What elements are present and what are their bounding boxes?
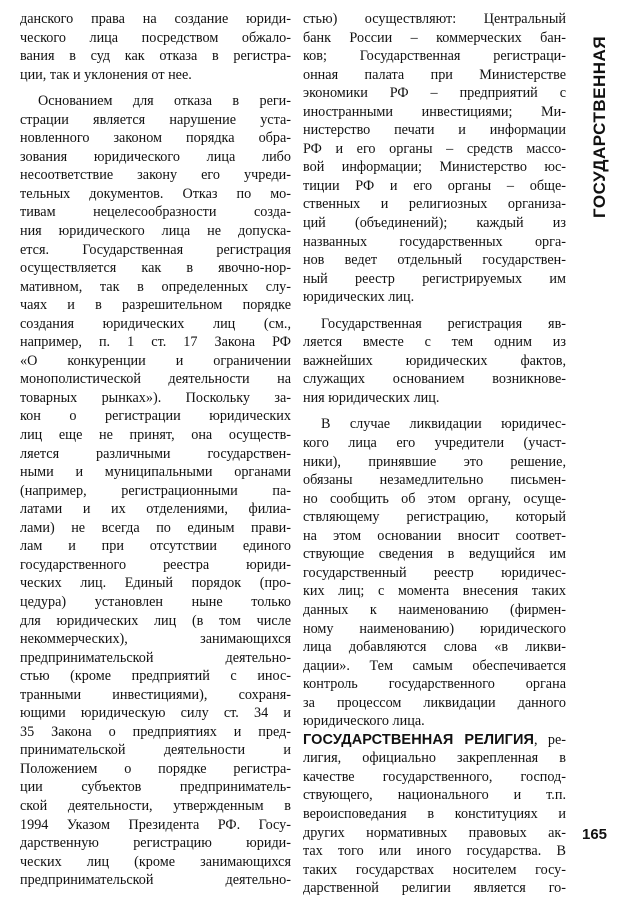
text-line: стью) осуществляют: Центральный xyxy=(303,11,566,27)
text-line: вания в суд как отказа в регистра- xyxy=(20,48,291,65)
text-line: тивам нецелесообразности созда- xyxy=(20,204,291,221)
text-line: создания юридических лиц (см., xyxy=(20,315,291,332)
text-line: В случае ликвидации юридичес- xyxy=(321,416,566,433)
text-line: зования юридического лица либо xyxy=(20,148,291,165)
text-line: лица добавляются слова «в ликви- xyxy=(303,639,566,656)
text-line: ственных и религиозных организа- xyxy=(303,196,566,213)
text-line: лиц еще не принят, она осуществ- xyxy=(20,427,291,444)
left-column xyxy=(20,10,291,890)
paragraph xyxy=(303,415,566,730)
text-line: кого лица его учредители (участ- xyxy=(303,435,566,452)
text-line: тельных документов. Отказ по мо- xyxy=(20,185,291,202)
text-line: например, п. 1 ст. 17 Закона РФ xyxy=(20,334,291,351)
text-line: ния юридических лиц. xyxy=(303,389,440,406)
text-line: юридических лиц. xyxy=(303,289,415,306)
text-line: государственного реестра юриди- xyxy=(20,556,291,573)
text-line: юридического лица. xyxy=(303,713,425,730)
text-line: банк России – коммерческих бан- xyxy=(303,29,566,46)
text-line: дарственную регистрацию юриди- xyxy=(20,835,291,852)
text-line: дации». Тем самым обеспечивается xyxy=(303,657,566,674)
text-line: ствующие сведения в ведущийся им xyxy=(303,546,566,563)
text-line: данского права на создание юриди- xyxy=(20,11,291,27)
text-line: тиции РФ и его органы – обще- xyxy=(303,177,566,194)
text-line: но сообщить об этом органу, осуще- xyxy=(303,490,566,507)
text-line: ными и муниципальными органами xyxy=(20,464,291,481)
text-line: ющими юридическую силу ст. 34 и xyxy=(20,705,291,722)
text-line: государственный реестр юридичес- xyxy=(303,564,566,581)
text-line: лам и при отсутствии единого xyxy=(20,538,291,555)
text-line: (например, регистрационными па- xyxy=(20,482,291,499)
text-line: Положением о порядке регистра- xyxy=(20,760,291,777)
text-line: за процессом ликвидации данного xyxy=(303,694,566,711)
text-line: Государственная регистрация яв- xyxy=(321,315,566,332)
text-line: товарных рынках»). Поскольку за- xyxy=(20,389,291,406)
text-line: монополистической деятельности на xyxy=(20,371,291,388)
text-line: экономики РФ – предприятий с xyxy=(303,85,566,102)
text-line: цедура) установлен ныне только xyxy=(20,593,291,610)
entry-heading: ГОСУДАРСТВЕННАЯ РЕЛИГИЯ xyxy=(303,731,535,748)
text-line: ния юридического лица не допуска- xyxy=(20,223,291,240)
text-line: ков; Государственная регистраци- xyxy=(303,48,566,65)
dictionary-entry xyxy=(303,731,566,898)
text-line: Основанием для отказа в реги- xyxy=(38,93,291,110)
text-line: ций (объединений); каждый из xyxy=(303,215,566,232)
text-line: вой информации; Министерство юс- xyxy=(303,159,566,176)
text-line: РФ и его органы – средств массо- xyxy=(303,140,566,157)
text-line: ской деятельности, утвержденным в xyxy=(20,797,291,814)
text-line: тах того или иного государства. В xyxy=(303,843,566,860)
text-line: 35 Закона о предприятиях и пред- xyxy=(20,723,291,740)
running-head xyxy=(580,12,620,242)
text-line: лигия, официально закрепленная в xyxy=(303,750,566,767)
text-line: ции, так и уклонения от нее. xyxy=(20,66,192,83)
text-line: мативном, так в определенных слу- xyxy=(20,278,291,295)
paragraph xyxy=(303,315,566,408)
text-line: транными инвестициями), сохраня- xyxy=(20,686,291,703)
text-line: названных государственных орга- xyxy=(303,233,566,250)
text-line: онная палата при Министерстве xyxy=(303,66,566,83)
text-line: других нормативных правовых ак- xyxy=(303,824,566,841)
text-line: служащих основанием возникнове- xyxy=(303,371,566,388)
text-line: нов ведет отдельный государствен- xyxy=(303,252,566,269)
text-line: чаях и в разрешительном порядке xyxy=(20,297,291,314)
text-line: ческих лиц. Единый порядок (про- xyxy=(20,575,291,592)
text-line: предпринимательской деятельно- xyxy=(20,872,291,889)
text-line: ники), принявшие это решение, xyxy=(303,453,566,470)
text-line: ный реестр регистрируемых им xyxy=(303,270,566,287)
text-line: ции субъектов предприниматель- xyxy=(20,779,291,796)
text-line: ческого лица посредством обжало- xyxy=(20,29,291,46)
paragraph xyxy=(20,92,291,890)
page-number: 165 xyxy=(582,826,608,843)
paragraph xyxy=(20,10,291,84)
entry-first-line xyxy=(303,731,566,750)
text-line: данных к наименованию (фирмен- xyxy=(303,601,566,618)
text-line: ствующего, национального и т.п. xyxy=(303,787,566,804)
text-line: таких государствах носителем госу- xyxy=(303,861,566,878)
text-line: обязаны незамедлительно письмен- xyxy=(303,472,566,489)
text-line: кон о регистрации юридических xyxy=(20,408,291,425)
text-line: несоответствие закону его учреди- xyxy=(20,167,291,184)
text-line: лами) не всегда по единым прави- xyxy=(20,519,291,536)
text-line: ляется вместе с тем одним из xyxy=(303,334,566,351)
text-line: на этом основании вносит соответ- xyxy=(303,527,566,544)
running-head-text: ГОСУДАРСТВЕННАЯ xyxy=(590,35,609,219)
text-line: ляется различными государствен- xyxy=(20,445,291,462)
text-line: предпринимательской деятельно- xyxy=(20,649,291,666)
text-line: страции является нарушение уста- xyxy=(20,111,291,128)
text-line: стью (кроме предприятий с инос- xyxy=(20,668,291,685)
text-line: осуществляется как в явочно-нор- xyxy=(20,260,291,277)
text-line: качестве государственного, господ- xyxy=(303,768,566,785)
text-line: ется. Государственная регистрация xyxy=(20,241,291,258)
text-line: иностранными инвестициями; Ми- xyxy=(303,103,566,120)
paragraph xyxy=(303,10,566,307)
text-line: важнейших юридических фактов, xyxy=(303,352,566,369)
text-line: латами и их отделениями, филиа- xyxy=(20,501,291,518)
text-line: ному наименованию) юридического xyxy=(303,620,566,637)
text-line: новленного законом порядка обра- xyxy=(20,130,291,147)
text-line: контроль государственного органа xyxy=(303,676,566,693)
text-line: принимательской деятельности и xyxy=(20,742,291,759)
text-line: дарственной религии является го- xyxy=(303,880,566,897)
right-column xyxy=(303,10,566,898)
text-line: для юридических лиц (в том числе xyxy=(20,612,291,629)
text-line: «О конкуренции и ограничении xyxy=(20,352,291,369)
text-line: некоммерческих), занимающихся xyxy=(20,631,291,648)
entry-heading-tail: , ре- xyxy=(534,731,566,748)
text-line: ческих лиц (кроме занимающихся xyxy=(20,853,291,870)
text-line: ких лиц; с момента внесения таких xyxy=(303,583,566,600)
text-line: вероисповедания в конституциях и xyxy=(303,805,566,822)
text-line: 1994 Указом Президента РФ. Госу- xyxy=(20,816,291,833)
text-line: нистерство печати и информации xyxy=(303,122,566,139)
text-line: ствляющему регистрацию, который xyxy=(303,509,566,526)
